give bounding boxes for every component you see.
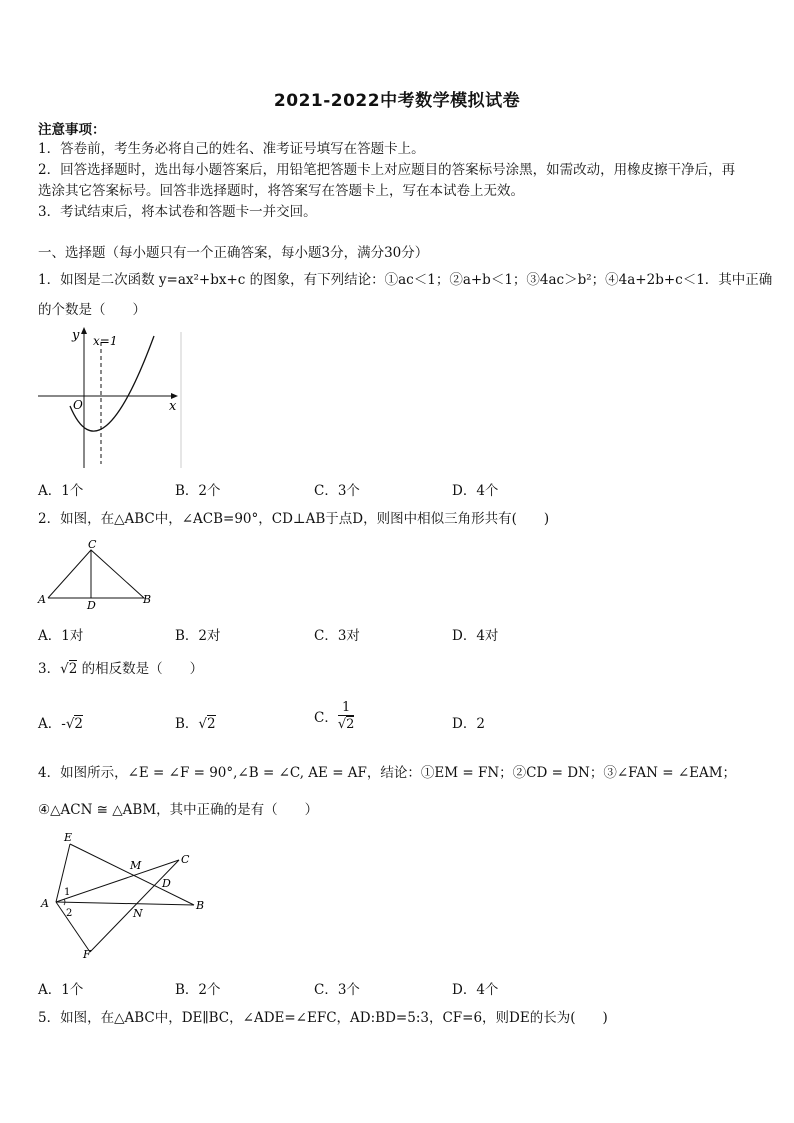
q4-label-a: A <box>41 897 49 910</box>
q3-option-a-radicand: 2 <box>74 716 84 732</box>
section-heading: 一、选择题（每小题只有一个正确答案，每小题3分，满分30分） <box>38 245 429 261</box>
notice-item-3: 3．考试结束后，将本试卷和答题卡一并交回。 <box>38 204 317 220</box>
q1-option-b: B．2个 <box>175 483 221 499</box>
q3-option-a-prefix: A．- <box>38 716 66 732</box>
q4-option-c: C．3个 <box>314 982 360 998</box>
q2-label-b: B <box>143 593 152 606</box>
q1-parabola-figure <box>36 322 186 470</box>
page-title: 2021-2022中考数学模拟试卷 <box>273 91 521 111</box>
q2-label-a: A <box>38 593 46 606</box>
q4-option-a: A．1个 <box>38 982 84 998</box>
q2-label-d: D <box>87 599 96 610</box>
q2-text: 2．如图，在△ABC中，∠ACB=90°，CD⊥AB于点D，则图中相似三角形共有( ) <box>38 511 550 527</box>
q2-label-c: C <box>88 538 97 551</box>
sqrt-icon: √ <box>65 716 75 732</box>
q3-option-a <box>38 712 83 732</box>
q3-option-c-denominator <box>338 715 355 732</box>
q1-text-line2: 的个数是（ ） <box>38 302 146 318</box>
q4-label-n: N <box>133 907 143 920</box>
q3-option-d: D．2 <box>452 716 485 732</box>
q1-option-d: D．4个 <box>452 483 499 499</box>
q3-option-b <box>175 712 216 732</box>
q4-angle-2: 2 <box>66 908 73 919</box>
q2-triangle-figure <box>36 538 156 610</box>
q4-option-d: D．4个 <box>452 982 499 998</box>
sqrt-icon: √ <box>337 717 347 732</box>
q1-option-a: A．1个 <box>38 483 84 499</box>
q3-option-c-fraction <box>338 700 355 732</box>
q3-text <box>38 660 203 678</box>
q3-number: 3． <box>38 661 61 677</box>
q1-text-line1: 1．如图是二次函数 y=ax²+bx+c 的图象，有下列结论：①ac＜1；②a+b＜1；③4ac＞b²；④4a+2b+c＜1．其中正确 <box>38 272 773 288</box>
q3-option-b-prefix: B． <box>175 716 199 732</box>
q3-option-c <box>314 700 354 732</box>
q2-option-c: C．3对 <box>314 628 360 644</box>
q4-geometry-figure <box>36 830 212 960</box>
notice-item-1: 1．答卷前，考生务必将自己的姓名、准考证号填写在答题卡上。 <box>38 141 425 157</box>
q1-y-label: y <box>72 328 80 343</box>
sqrt-icon: √ <box>60 661 69 677</box>
q4-label-e: E <box>64 831 73 844</box>
q4-label-d: D <box>162 877 171 890</box>
q4-text-line2: ④△ACN ≅ △ABM，其中正确的是有（ ） <box>38 802 319 818</box>
q3-option-c-radicand: 2 <box>346 717 355 732</box>
q4-label-m: M <box>130 859 142 872</box>
sqrt-icon: √ <box>198 716 208 732</box>
q3-option-c-prefix: C． <box>314 710 338 726</box>
q4-label-f: F <box>83 948 91 960</box>
q5-text: 5．如图，在△ABC中，DE∥BC，∠ADE=∠EFC，AD:BD=5:3，CF=6，则DE的长为( ) <box>38 1010 608 1026</box>
q1-option-c: C．3个 <box>314 483 360 499</box>
q4-text-line1: 4．如图所示，∠E = ∠F = 90°,∠B = ∠C, AE = AF，结论：①EM = FN；②CD = DN；③∠FAN = ∠EAM； <box>38 765 737 781</box>
q3-suffix: 的相反数是（ ） <box>81 661 204 677</box>
q2-option-a: A．1对 <box>38 628 84 644</box>
q2-option-d: D．4对 <box>452 628 499 644</box>
notice-heading: 注意事项： <box>38 122 106 138</box>
q4-label-b: B <box>196 899 205 912</box>
notice-item-2: 2．回答选择题时，选出每小题答案后，用铅笔把答题卡上对应题目的答案标号涂黑，如需改动，用橡皮擦干净后，再 <box>38 162 736 178</box>
q1-axis-label: x=1 <box>93 334 118 348</box>
notice-item-2-cont: 选涂其它答案标号。回答非选择题时，将答案写在答题卡上，写在本试卷上无效。 <box>38 183 524 199</box>
q3-radicand: 2 <box>68 661 78 677</box>
q3-option-b-radicand: 2 <box>207 716 216 732</box>
q1-x-label: x <box>169 399 177 414</box>
q4-label-c: C <box>181 853 190 866</box>
q2-option-b: B．2对 <box>175 628 221 644</box>
q4-option-b: B．2个 <box>175 982 221 998</box>
q4-angle-1: 1 <box>64 887 71 898</box>
q3-option-c-numerator: 1 <box>341 700 351 715</box>
q1-origin-label: O <box>73 398 83 412</box>
